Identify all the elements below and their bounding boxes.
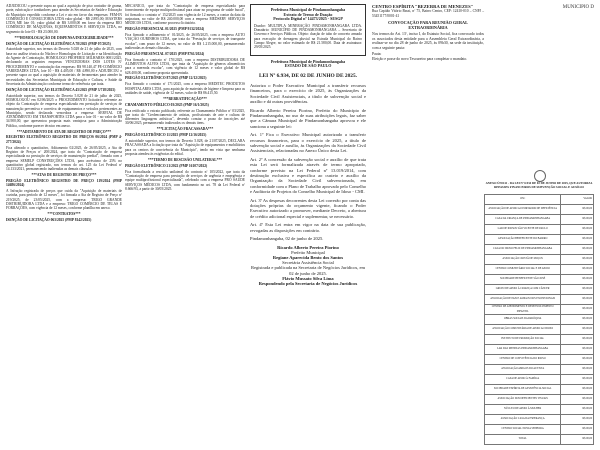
osc-name: OSC	[485, 195, 561, 205]
col1-paragraph: Autoridade superior, nos termos do Decreto 5.028 de 21 de julho de 2025, HOMOLOGOU em 02/06/2025 o PROCEDIMENTO licitatório referente ao objeto da Contratação de empresa especializada em prestação de serviços de manutenção preventiva e corretiva de equipamentos e veículos pertencentes ao Município, sendo declarada vencedora a empresa: SERVIAL DE ATENDIMENTO EM TRANSPORTES LTDA para o lote 01 - no valor de R$ 34.900,00, que apresentou proposta mais vantajosa para a Administração Pública, conforme parecer técnico em anexo.	[6, 93, 122, 128]
anexo-unico	[484, 170, 594, 446]
col2-paragraph: Fica firmado o contrato nº 171/2025, com a empresa MEDITEC PRODUTOS HOSPITALARES LTDA, para aquisição de materiais de higiene e limpeza para as unidades de saúde, vigência de 12 meses, valor de R$ 86.415,50.	[125, 82, 245, 95]
osc-name: ASSOCIAÇÃO CRISTÃ DE MOÇOS	[485, 255, 561, 265]
col1-paragraph: A Infração registrada de preços que cuida da "Aquisição de materiais de cozinha, para período de 12 meses", foi firmada a Ata de Registro de Preço nº 219/2025, de 23/05/2025, com a empresa: TRIGO GRANDE DISTRIBUIDORA LTDA e a empresa: TRIGO COMÉRCIO DE TELAS E FORRAÇÕES, com vigência de 12 meses, conforme planilha em anexo.	[6, 189, 122, 211]
osc-value: R$ 00,00	[561, 435, 594, 445]
item-heading: ISENÇÃO DE LICITAÇÃO ELETRÔNICA 45/2025 (PMP 3/718/2025)	[6, 87, 116, 92]
column-1	[6, 4, 122, 446]
box-title: Prefeitura Municipal de Pindamonhangaba	[270, 7, 346, 12]
col1-paragraph: Fica alterado o quantitativo, Aditamento 02/2025, de 26/05/2025, a Ata de Registro de Preços nº 200/2024, que trata do "Contratação de empresa especializada na prestação de serviços de manutenção predial", firmada com a empresa SEMELP CONSTRUÇÕES LTDA, para acréscimo de 25% no quantitativo global registrado, nos termos do art. 125 da Lei Federal nº 14.133/2021, permanecendo inalteradas as demais cláusulas.	[6, 145, 122, 172]
osc-name: OBRAS SOCIAIS DA PARÓQUIA	[485, 315, 561, 325]
osc-name: CENTRO SOCIAL NOSSA SENHORA	[485, 425, 561, 435]
osc-value: R$ 00,00	[561, 205, 594, 215]
osc-value: R$ 00,00	[561, 385, 594, 395]
osc-value: R$ 00,00	[561, 425, 594, 435]
signature-role: Respondendo pela Secretaria de Negócios Jurídicos	[258, 280, 358, 286]
item-heading: PREGÃO ELETRÔNICO 21/2022 (PMP 16107/2022)	[125, 163, 208, 168]
item-heading: PREGÃO PRESENCIAL 07/2025 (PMP 8761/2024)	[125, 51, 205, 56]
section-heading: ***LICITAÇÃO FRACASSADA***	[156, 127, 214, 132]
law-article: Art. 1º Fica o Executivo Municipal autorizado a transferir recursos financeiros, para o exercício de 2025, a título de subvenção social e auxílio, às Organizações da Sociedade Civil Assistenciais, relacionadas no Anexo Único desta Lei.	[250, 132, 366, 154]
osc-value: R$ 00,00	[561, 375, 594, 385]
table-row	[485, 275, 594, 285]
column-3	[250, 4, 366, 446]
col2-paragraph: Fica firmado o contrato nº 170/2025, com a empresa DISTRIBUIDORA DE ALIMENTOS ALVES LTDA, que trata da "Aquisição de gêneros alimentícios para a merenda escolar", com vigência de 12 meses e valor global de R$ 628.400,00, conforme proposta apresentada.	[125, 57, 245, 75]
signature-name: Regiane Aparecida Bento dos Santos	[272, 254, 344, 260]
law-article: Art. 4º Esta Lei entra em vigor na data de sua publicação, revogadas as disposições em contrário.	[250, 222, 366, 233]
osc-value: R$ 00,00	[561, 285, 594, 295]
column-4	[372, 4, 594, 446]
osc-name: ASSOCIAÇÃO DE PAIS E AMIGOS DOS EXCEPCIONAIS	[485, 295, 561, 305]
municipality-header: MUNICÍPIO D	[562, 5, 594, 10]
section-heading: ***ADITAMENTO DE ATA DE REGISTRO DE PREÇO***	[16, 129, 112, 134]
table-row	[485, 345, 594, 355]
pauta-item: Eleição e posse do novo Tesoureiro para completar o mandato.	[372, 56, 468, 61]
table-row	[485, 355, 594, 365]
item-heading: ISENÇÃO DE LICITAÇÃO 063/2025 (PMP 8142/2025)	[6, 218, 92, 223]
osc-name: LAR DE IDOSOS SÃO VICENTE DE PAULO	[485, 225, 561, 235]
table-row	[485, 395, 594, 405]
osc-name: SOCIEDADE ESPÍRITA DE ASSISTÊNCIA SOCIAL	[485, 385, 561, 395]
osc-name: CASA DA CRIANÇA DE PINDAMONHANGABA	[485, 215, 561, 225]
item-heading: REGISTRO ELETRÔNICO REGISTRO DE PREÇOS 06/2024 (PMP 4-277/2024)	[6, 135, 122, 144]
table-row	[485, 215, 594, 225]
col2-paragraph: A autoridade superior, nos termos do Decreto 5.028, de 21/07/2025, DECLARA FRACASSADA a licitação que trata da "Aquisição de equipamentos e mobiliários para os centros de convivência do Município", tendo em vista que nenhuma proposta atendeu às exigências do edital.	[125, 139, 245, 157]
item-heading: PREGÃO ELETRÔNICO 11/2025 (PMP 12/16/2025)	[125, 133, 207, 138]
osc-name: CENTRO DE CONVIVÊNCIA DO IDOSO	[485, 355, 561, 365]
osc-name: GRUPO DE APOIO À CRIANÇA COM CÂNCER	[485, 285, 561, 295]
table-row	[485, 435, 594, 445]
osc-value: R$ 00,00	[561, 325, 594, 335]
osc-name: ASSOCIAÇÃO AMIGOS DO AUTISTA	[485, 365, 561, 375]
convocation-notice	[372, 4, 484, 61]
anexo-table	[484, 194, 594, 445]
law-body	[250, 83, 366, 242]
column-2	[125, 4, 245, 446]
table-row	[485, 285, 594, 295]
law-issuer: Prefeitura Municipal de Pindamonhangaba	[270, 58, 346, 64]
section-heading: ***ATAS DE REGISTRO DE PREÇO***	[31, 173, 97, 178]
osc-value: R$ 00,00	[561, 405, 594, 415]
osc-value: R$ 00,00	[561, 235, 594, 245]
signature-role: Secretária Assistência Social	[282, 260, 334, 266]
osc-value: R$ 00,00	[561, 365, 594, 375]
item-heading: PREGÃO ELETRÔNICO 87/2025 (PMP 12/12/2025)	[125, 76, 207, 81]
entity-address: Rua Capitão Vitório Bassi, nº 75, Bairro Centro, CEP: 12410-010 – CNPJ – 53451177/0001-41	[372, 9, 484, 18]
box-title: Protocolo Digital nº 14473/2025 - SESGP	[273, 16, 343, 22]
table-row	[485, 375, 594, 385]
law-article: Art. 3º As despesas decorrentes desta Lei correrão por conta das dotações próprias do orçamento vigente, ficando o Poder Executivo autorizado a promover, mediante Decreto, a abertura de crédito adicional especial e suplementar, se necessário.	[250, 197, 366, 219]
registration-note: Registrada e publicada na Secretaria de Negócios Jurídicos, em 02 de junho de 2025.	[250, 265, 366, 276]
box-title: Extrato de Termo de Doação	[283, 11, 333, 17]
table-row	[485, 295, 594, 305]
item-heading: PREGÃO ELETRÔNICO REGISTRO DE PREÇO 119/2024 (PMP 14686/2024)	[6, 178, 122, 188]
osc-name: ASSOCIAÇÃO DOS DEFICIENTES VISUAIS	[485, 395, 561, 405]
osc-value: R$ 00,00	[561, 415, 594, 425]
osc-value: R$ 00,00	[561, 335, 594, 345]
col2-paragraph: MECÂNICO, que trata do "Contratação de empresa especializada para fornecimento de equipe multiprofissional para atuar no programa de saúde bucal", foi firmado o contrato nº 152/2025 com vigência de 12 meses, a contar da data da assinatura, no valor de R$ 240.000,00 com a empresa MEDSERV SERVIÇOS MÉDICOS LTDA, conforme processo licitatório.	[125, 4, 245, 26]
col2-paragraph: Fica firmado o aditamento nº 01/2025, de 26/05/2025, com a empresa AUTO VIAÇÃO OURINHOS LTDA, que trata da "Prestação de serviços de transporte escolar", com prazo de 12 meses, no valor de R$ 1.215.000,00, permanecendo inalteradas as demais cláusulas.	[125, 32, 245, 50]
osc-value: R$ 00,00	[561, 265, 594, 275]
osc-name: LAR DAS MENINAS PINDAMONHANGABA	[485, 345, 561, 355]
osc-value: R$ 00,00	[561, 315, 594, 325]
convocation-title: CONVOCAÇÃO PARA REUNIÃO GERAL EXTRAORDINÁRIA	[388, 19, 468, 30]
law-state: ESTADO DE SÃO PAULO	[284, 63, 332, 69]
signature-name: Flávio Mussato Silva Lima	[282, 275, 334, 281]
signature-block	[250, 245, 366, 287]
signature-name: Ricardo Alberto Pereira Piorino	[277, 244, 339, 250]
law-preamble: Ricardo Alberto Pereira Piorino, Prefeito do Município de Pindamonhangaba, no uso de suas atribuições legais, faz saber que a Câmara Municipal de Pindamonhangaba aprovou e ele sanciona a seguinte lei:	[250, 107, 366, 129]
osc-name: NÚCLEO DE APOIO À MULHER	[485, 405, 561, 415]
convocation-text: Nos termos do Art. 13º, inciso I, do Estatuto Social, fica convocado todos os associados desta entidade para a Assembleia Geral Extraordinária, a realizar-se no dia 28 de junho de 2025, às 09h30, na sede da instituição, com a seguinte pauta:	[372, 32, 484, 50]
section-heading: ***TERMO DE RESCISÃO UNILATERAL***	[147, 157, 223, 162]
law-ementa: Autoriza o Poder Executivo Municipal a transferir recursos financeiros, para o exercício de 2025, às Organizações da Sociedade Civil Assistenciais, a título de subvenção social e auxílio e dá outras providências.	[250, 82, 366, 105]
table-row	[485, 415, 594, 425]
osc-name: CENTRO COMUNITÁRIO SOCIAL E DE APOIO	[485, 265, 561, 275]
anexo-title: ANEXO ÚNICO - DA LEI Nº 6.934 DE 02 DE JUNHO DE 2025, QUE AUTORIZA REPASSES FINANCEIROS DE SUBVENÇÃO SOCIAL E AUXÍLIO	[485, 181, 593, 189]
table-row	[485, 205, 594, 215]
table-row	[485, 365, 594, 375]
osc-name: ASSOCIAÇÃO BENEFICENTE DO BAIRRO	[485, 235, 561, 245]
osc-name: ASSOCIAÇÃO DE APOIO AO PORTADOR DE DEFICIÊNCIA	[485, 205, 561, 215]
osc-name: CENTRO DE ATENDIMENTO E DESENVOLVIMENTO INFANTIL	[485, 305, 561, 315]
osc-value: VALOR	[561, 195, 594, 205]
osc-value: R$ 00,00	[561, 295, 594, 305]
col2-paragraph: Fica formalizada a rescisão unilateral do contrato nº 105/2022, que trata da "Contratação de empresa para prestação de serviços de urgência e emergência e equipe multiprofissional especializada", celebrado com a empresa PRÓ SAÚDE SERVIÇOS MÉDICOS LTDA, com fundamento no art. 78 da Lei Federal nº 8.666/93, a partir de 30/05/2025.	[125, 169, 245, 191]
table-row	[485, 225, 594, 235]
law-place-date: Pindamonhangaba, 02 de junho de 2025.	[250, 236, 324, 242]
table-row	[485, 265, 594, 275]
osc-name: CASA DE APOIO À FAMÍLIA	[485, 375, 561, 385]
col2-paragraph: Fica retificado o extrato publicado, referente ao Chamamento Público nº 03/2025, que trata do "Credenciamento de artistas, profissionais de arte e cultura de diferentes linguagens artísticas", devendo constar o prazo de inscrições até 30/06/2025, permanecendo inalterados os demais itens.	[125, 108, 245, 126]
osc-name: SOCIEDADE BENEFICENTE SÃO JOSÉ	[485, 275, 561, 285]
osc-value: R$ 00,00	[561, 255, 594, 265]
section-heading: ***CONTRATOS***	[47, 212, 81, 217]
osc-value: R$ 00,00	[561, 305, 594, 315]
entity-name: CENTRO ESPÍRITA "BEZERRA DE MENEZES"	[372, 4, 474, 9]
osc-name: INSTITUTO DE PROMOÇÃO SOCIAL	[485, 335, 561, 345]
table-row	[485, 305, 594, 315]
donation-extract-box	[250, 4, 366, 56]
table-row	[485, 315, 594, 325]
law-title: LEI Nº 6.934, DE 02 DE JUNHO DE 2025.	[258, 72, 358, 79]
section-heading: ***RERRATIFICAÇÃO***	[163, 96, 207, 101]
osc-value: R$ 00,00	[561, 345, 594, 355]
osc-value: R$ 00,00	[561, 215, 594, 225]
table-row	[485, 245, 594, 255]
law-article: Art. 2º A concessão da subvenção social e auxílio de que trata esta Lei será formalizada através de termo apropriado, conforme previsto na Lei Federal nº 13.019/2014, com destinação exclusiva e específica ao custeio e auxílio da Organização da Sociedade Civil subvencionada, em conformidade com o Plano de Trabalho aprovado pelo Conselho e Auditoria de Projetos do Conselho Municipal de Idoso - CMI.	[250, 156, 366, 195]
item-heading: ISENÇÃO DE LICITAÇÃO ELETRÔNICA 78/2025 (PMP 07/2025)	[6, 41, 111, 46]
section-heading: ***HOMOLOGAÇÃO DE DISPENSA/INEXIGIBILIDADE***	[14, 35, 114, 40]
table-row	[485, 425, 594, 435]
col1-paragraph: Autoridade superior, nos termos do Decreto 5.028 de 21 de julho de 2025, com base no análise técnica do Núcleo e Homologou de Licitação e na Identificação do Agente de Contratação, HOMOLOGO PROFERIU MILHARES 0081/2025, declarando as seguintes empresas VENCEDORAS DOS LOTES Nº PROCEDIMENTO e contratação das empresas: R$ 98.140,47 PE-COMÉRCIO VARIEDADES LTDA, lote 10 - R$ 4.405,00 / R$ 4.890,00 e ADJUDICOU o presente supra ao qual a aquisição de materiais de ferramentas para atender às necessidades das Secretarias Municipais de Educação e Cultura, e Saúde da Secretaria da Administração conforme termo de referência que trata.	[6, 47, 122, 86]
table-row	[485, 335, 594, 345]
osc-value: R$ 00,00	[561, 355, 594, 365]
osc-value: R$ 00,00	[561, 225, 594, 235]
box-text: Doador: MULTIPLA MINERAÇÃO PINDAMONHANGABA LTDA. Donatário: MUNICÍPIO DE PINDAMONHANGABA – Secretaria de Governo e Serviços Públicos. Objeto: doação de tubo de concreto armado para execução de drenagem pluvial na Estrada Municipal do Bairro Campo Alegre, no valor estimado de R$ 21.580,00. Data de assinatura: 29/05/2025.	[254, 23, 362, 50]
osc-value: R$ 00,00	[561, 245, 594, 255]
table-row	[485, 255, 594, 265]
table-row	[485, 195, 594, 205]
table-row	[485, 325, 594, 335]
osc-name: ASSOCIAÇÃO COMUNITÁRIA DE APOIO AO IDOSO	[485, 325, 561, 335]
osc-name: ASSOCIAÇÃO CASA DA ESPERANÇA	[485, 415, 561, 425]
osc-value: R$ 00,00	[561, 275, 594, 285]
osc-name: TOTAL	[485, 435, 561, 445]
table-row	[485, 405, 594, 415]
item-heading: CHAMAMENTO PÚBLICO 03/2025 (PMP 16/1/2025)	[125, 102, 209, 107]
item-heading: PREGÃO PRESENCIAL 01/2025 (PMP 9132/2024)	[125, 27, 205, 32]
osc-name: CASA DO IDOSO FELIZ DE PINDAMONHANGABA	[485, 245, 561, 255]
table-row	[485, 235, 594, 245]
signature-role: Prefeito Municipal	[291, 249, 325, 255]
col1-paragraph: ADJUDICOU o presente supra ao qual a aquisição de piso contador de grama, porte, rubricação e tombadores para atender às Secretarias de Saúde e Educação do Município expedido conforme a Lei e ato em favor das empresas: FEM-IN COMÉRCIO E CONSULTORIA LTDA valor global - R$ 2.895,00; MASTERS LTDA ME lote 01; valor global de R$ 3.000,00 em favor da empresa BIO COMÉRCIO DE MÁQUINAS, EQUIPAMENTOS E SERVIÇOS LTDA, no segmento do lote 03 - R$ 23.000,00.	[6, 4, 122, 34]
table-row	[485, 385, 594, 395]
pauta-label: Pauta:	[372, 52, 382, 57]
osc-value: R$ 00,00	[561, 395, 594, 405]
